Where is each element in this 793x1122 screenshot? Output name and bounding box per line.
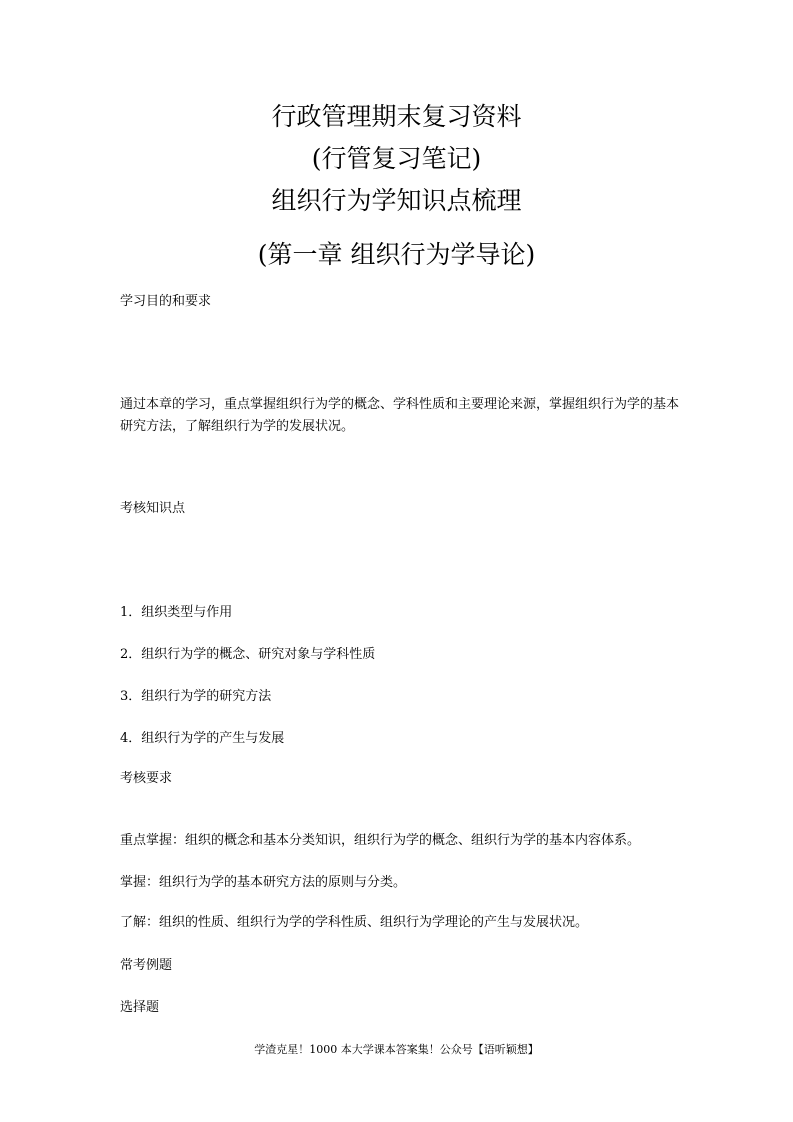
document-title-line-1: 行政管理期末复习资料 [271,102,522,131]
heading-learning-goal: 学习目的和要求 [120,294,212,309]
requirement-item: 掌握：组织行为学的基本研究方法的原则与分类。 [120,875,407,890]
knowledge-point-item: 3．组织行为学的研究方法 [120,689,272,704]
heading-requirements: 考核要求 [120,771,173,786]
requirement-item: 了解：组织的性质、组织行为学的学科性质、组织行为学理论的产生与发展状况。 [120,915,589,930]
heading-knowledge-points: 考核知识点 [120,501,186,516]
page-footer: 学渣克星！1000 本大学课本答案集！公众号【语听颖想】 [254,1043,539,1056]
heading-choice-questions: 选择题 [120,1000,160,1015]
knowledge-point-item: 4．组织行为学的产生与发展 [120,731,285,746]
knowledge-point-item: 1．组织类型与作用 [120,605,233,620]
document-title-line-3: 组织行为学知识点梳理 [271,186,522,215]
document-title-line-2: (行管复习笔记) [311,144,482,173]
knowledge-point-item: 2．组织行为学的概念、研究对象与学科性质 [120,647,376,662]
document-chapter-title: (第一章 组织行为学导论) [257,240,536,269]
requirement-item: 重点掌握：组织的概念和基本分类知识，组织行为学的概念、组织行为学的基本内容体系。 [120,833,641,848]
learning-goal-paragraph: 通过本章的学习，重点掌握组织行为学的概念、学科性质和主要理论来源，掌握组织行为学的基本研究方法，了解组织行为学的发展状况。 [120,397,680,434]
heading-common-questions: 常考例题 [120,958,173,973]
